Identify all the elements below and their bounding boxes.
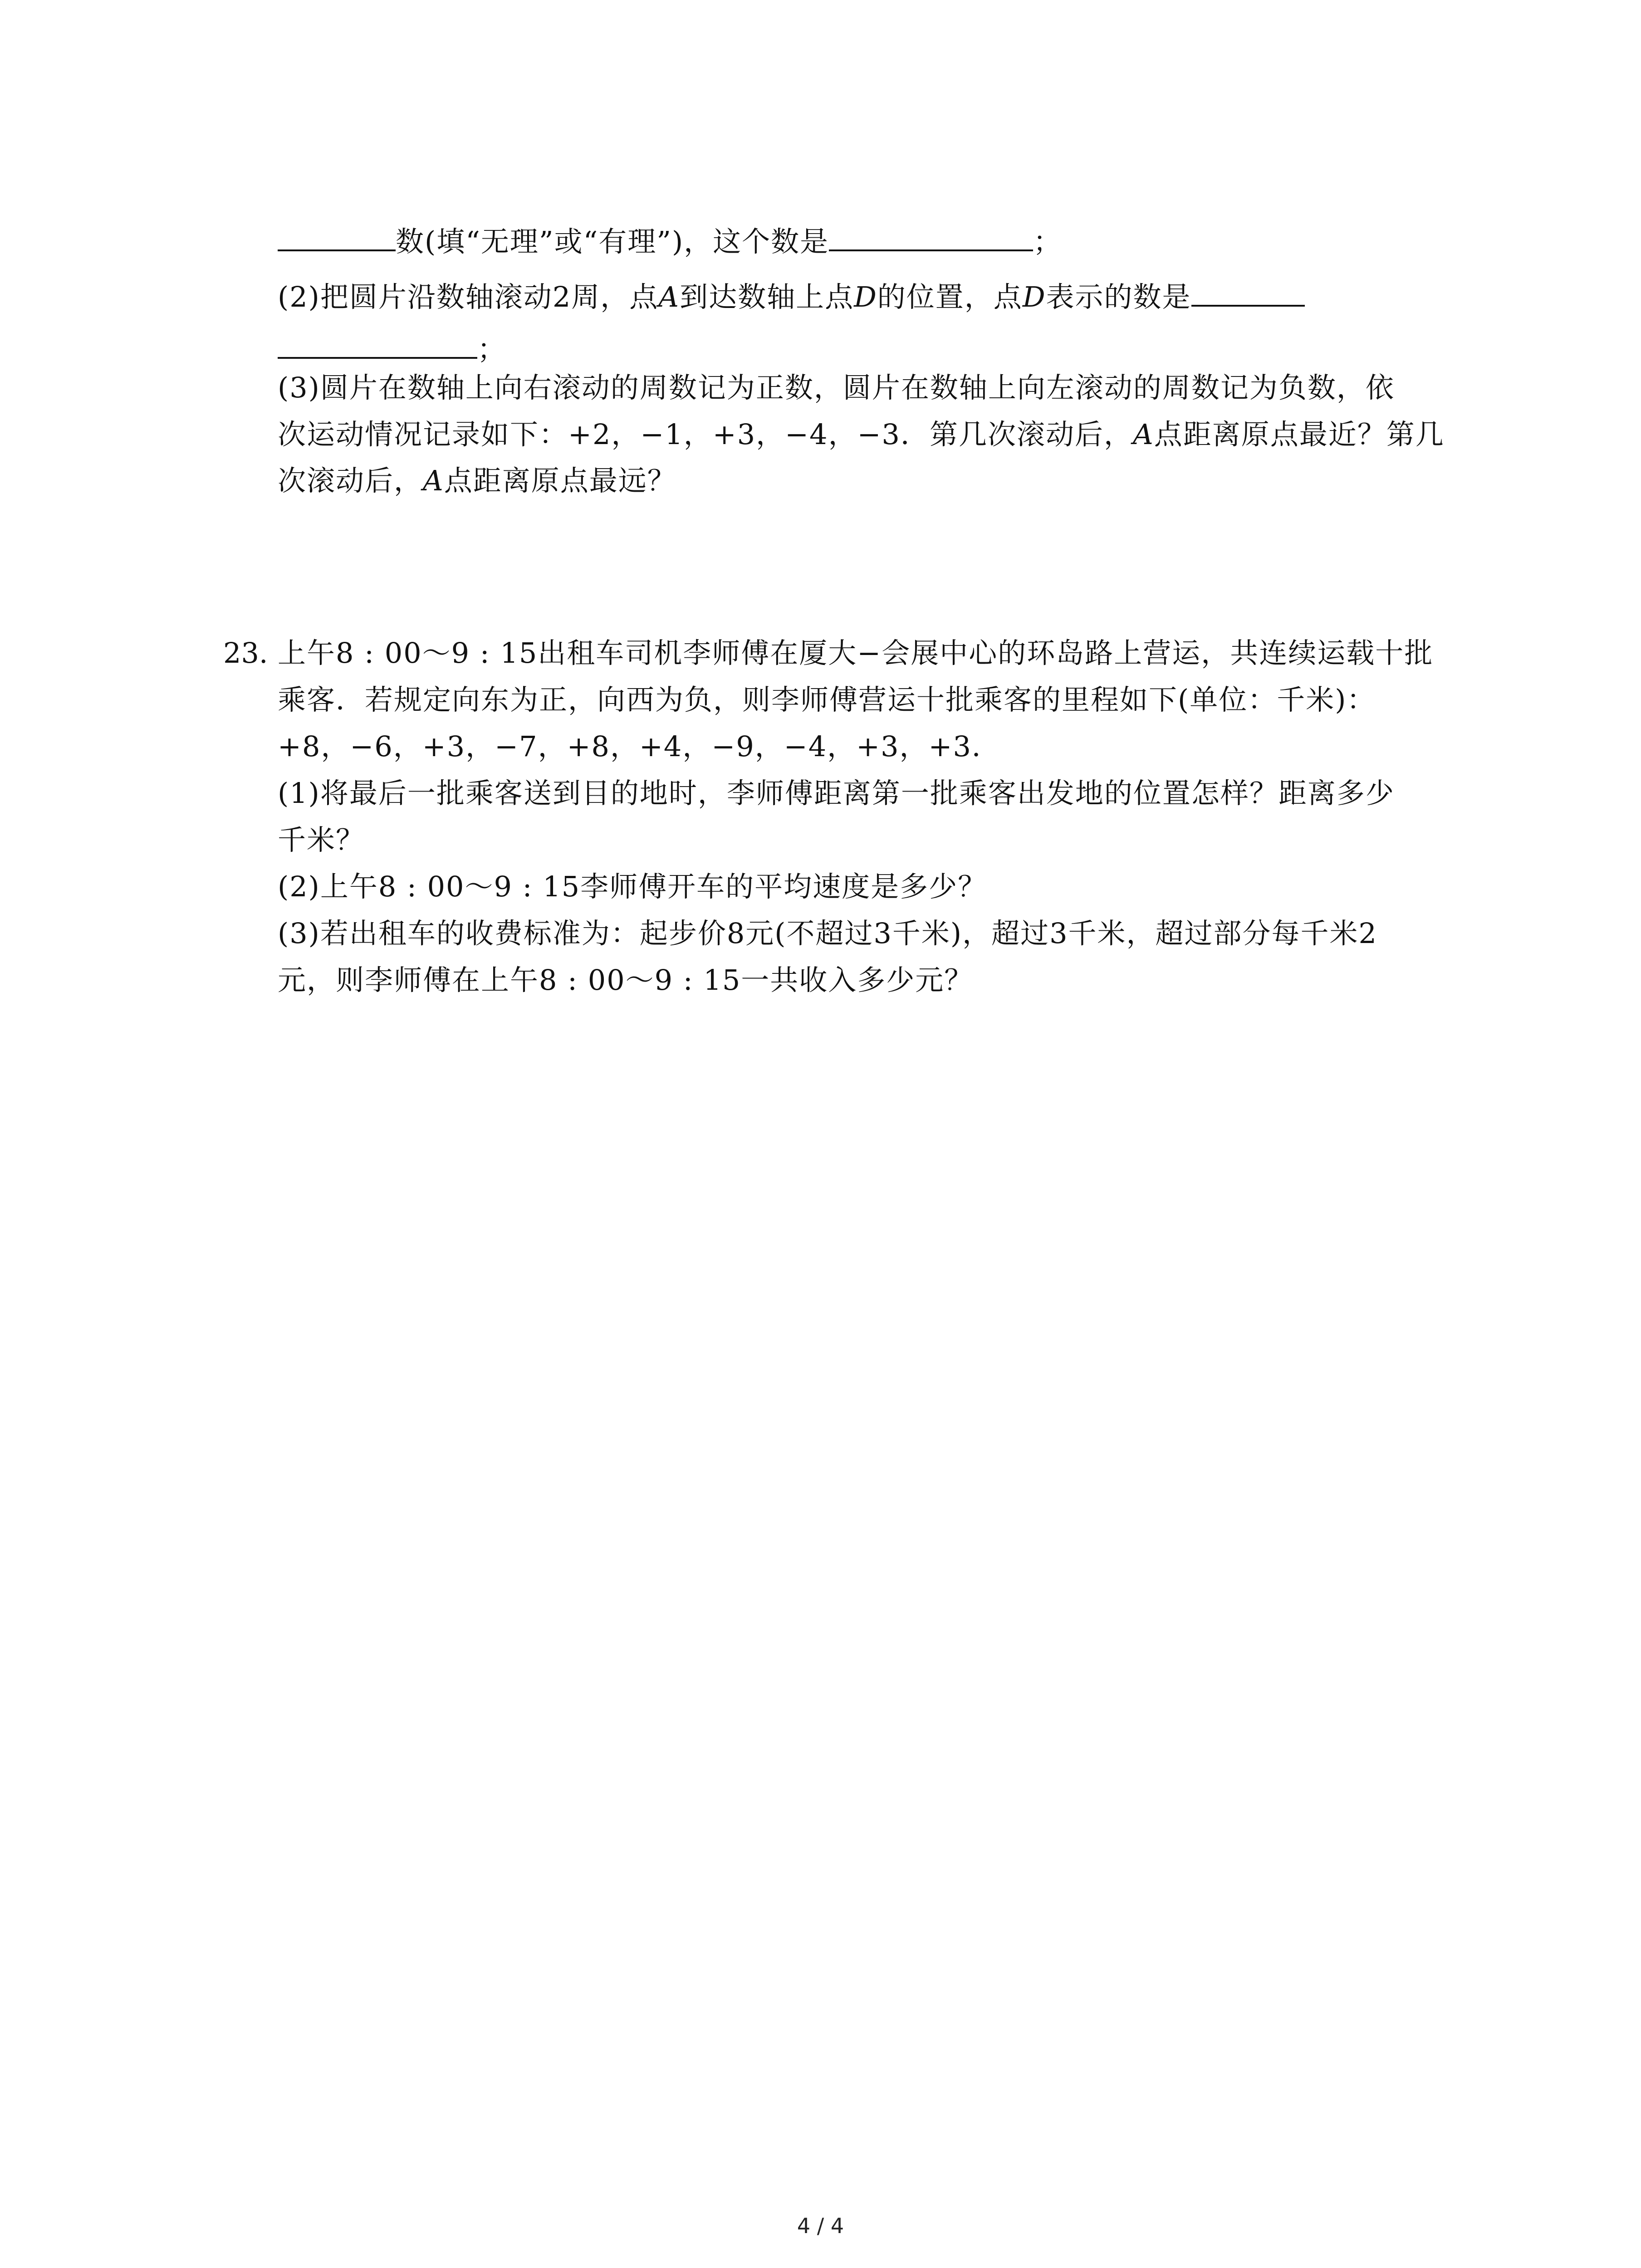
point-a-label: A (658, 280, 680, 313)
point-d-label-2: D (1022, 280, 1046, 313)
answer-blank-d-part2[interactable] (278, 329, 477, 359)
q22-line-5 (278, 416, 1445, 453)
q22-line3-end: ； (477, 332, 507, 366)
q22-line6-part1: 次滚动后， (278, 464, 423, 497)
q22-line2-part2: 到达数轴上点 (680, 280, 854, 313)
q22-line5-part2: 点距离原点最近？第几 (1154, 418, 1445, 451)
q22-line2-part4: 表示的数是 (1046, 280, 1191, 313)
q23-line6-text: (2)上午8 : 00～9 : 15李师傅开车的平均速度是多少？ (278, 870, 987, 903)
q23-line8-text: 元，则李师傅在上午8 : 00～9 : 15一共收入多少元？ (278, 963, 974, 997)
q22-line4-text: (3)圆片在数轴上向右滚动的周数记为正数，圆片在数轴上向左滚动的周数记为负数，依 (278, 371, 1395, 404)
answer-blank-value[interactable] (829, 221, 1033, 251)
q23-line5-text: 千米？ (278, 823, 365, 856)
point-a-label-4: A (423, 464, 444, 497)
q22-line2-part1: (2)把圆片沿数轴滚动2周，点 (278, 280, 659, 313)
q23-line-4 (278, 775, 1395, 811)
q23-line-3 (278, 728, 1001, 765)
q23-line-7 (278, 915, 1377, 952)
q23-line-5 (278, 822, 365, 858)
q23-line2-text: 乘客．若规定向东为正，向西为负，则李师傅营运十批乘客的里程如下(单位：千米)： (278, 683, 1376, 716)
page-number: 4 / 4 (797, 2214, 844, 2238)
q22-line-4 (278, 370, 1395, 406)
question-number-23: 23. (223, 636, 268, 670)
q22-line-1 (278, 221, 1062, 260)
q22-line-2 (278, 277, 1305, 315)
q23-line4-text: (1)将最后一批乘客送到目的地时，李师傅距离第一批乘客出发地的位置怎样？距离多少 (278, 777, 1395, 810)
q23-line-1 (278, 635, 1433, 671)
q22-line1-end: ； (1033, 225, 1063, 258)
q23-mileage-list: +8，−6，+3，−7，+8，+4，−9，−4，+3，+3． (278, 730, 1001, 763)
q23-line-2 (278, 682, 1376, 718)
q22-line2-part3: 的位置，点 (877, 280, 1023, 313)
answer-blank-d-part1[interactable] (1191, 277, 1305, 307)
q22-line-3 (278, 329, 506, 367)
q22-line5-part1: 次运动情况记录如下：+2，−1，+3，−4，−3．第几次滚动后， (278, 418, 1133, 451)
q23-line-6 (278, 869, 987, 905)
q22-line6-part2: 点距离原点最远？ (444, 464, 676, 497)
q23-line1-text: 上午8 : 00～9 : 15出租车司机李师傅在厦大−会展中心的环岛路上营运，共连续运载十批 (278, 636, 1434, 670)
q23-line7-text: (3)若出租车的收费标准为：起步价8元(不超过3千米)，超过3千米，超过部分每千米2 (278, 917, 1377, 950)
point-d-label: D (854, 280, 877, 313)
q22-line-6 (278, 463, 676, 499)
q22-line1-text: 数(填“无理”或“有理”)，这个数是 (396, 225, 829, 258)
answer-blank-type[interactable] (278, 221, 396, 251)
q23-line-8 (278, 962, 973, 998)
point-a-label-3: A (1132, 418, 1154, 451)
